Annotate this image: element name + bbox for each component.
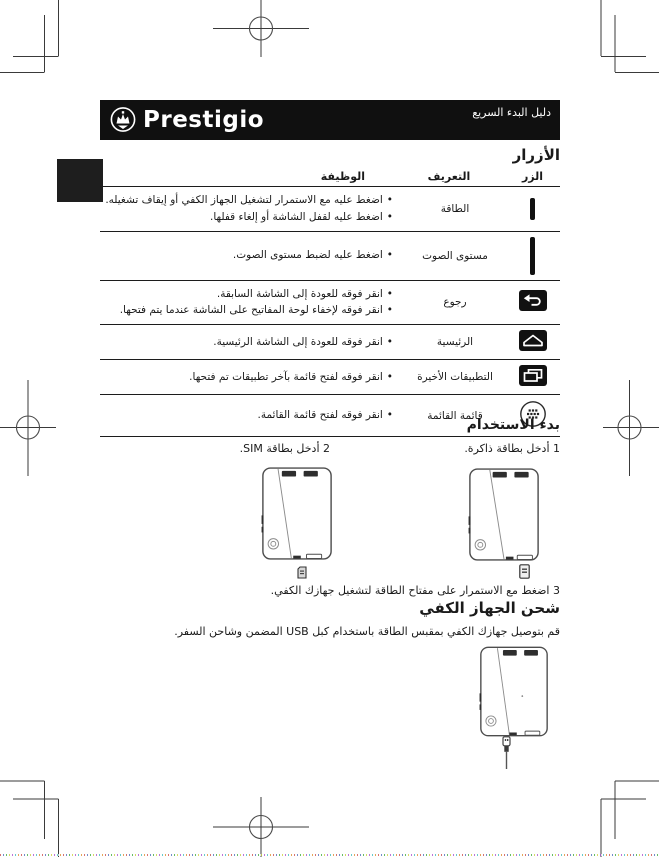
registration-mark-top [213, 0, 309, 58]
device-back-sim-illustration [261, 466, 333, 561]
home-key-icon [519, 330, 547, 351]
bullet-icon: • [386, 210, 393, 223]
step-2-caption: 2 أدخل بطاقة SIM. [239, 442, 330, 455]
bullet-icon: • [386, 194, 393, 206]
table-row-recent-apps [100, 360, 560, 395]
buttons-table-body [100, 187, 560, 437]
section-tab-mark [57, 159, 103, 202]
back-key-icon [519, 290, 547, 311]
function-item: •انقر فوقه لفتح قائمة بآخر تطبيقات تم فتحها. [189, 370, 393, 383]
table-row-back [100, 280, 560, 325]
col-header-definition: التعريف [427, 170, 471, 183]
col-header-button: الزر [521, 170, 544, 183]
crop-mark-top-left [0, 0, 80, 80]
bullet-icon: • [386, 249, 393, 262]
definition-label: التطبيقات الأخيرة [417, 371, 493, 384]
sim-card-icon [297, 566, 307, 579]
bullet-icon: • [386, 335, 393, 348]
table-row-power [100, 187, 560, 232]
table-row-home [100, 325, 560, 360]
bullet-icon: • [386, 409, 393, 422]
crop-mark-top-right [579, 0, 659, 80]
function-item: •اضغط عليه لقفل الشاشة أو إلغاء قفلها. [209, 210, 393, 223]
charging-body: قم بتوصيل جهازك الكفي بمقبس الطاقة باستخدام كبل USB المضمن وشاحن السفر. [174, 625, 560, 638]
scan-noise-strip [0, 854, 659, 856]
charging-title: شحن الجهاز الكفي [419, 599, 560, 617]
table-row-volume [100, 231, 560, 280]
crop-mark-bottom-right [579, 777, 659, 857]
registration-mark-right [601, 380, 659, 476]
function-item: •انقر فوقه لفتح قائمة القائمة. [257, 409, 393, 422]
function-item: •انقر فوقه للعودة إلى الشاشة السابقة. [216, 287, 393, 300]
power-button-icon [530, 198, 535, 220]
recent-apps-key-icon [519, 365, 547, 386]
volume-button-icon [530, 237, 535, 275]
step-1-caption: 1 أدخل بطاقة ذاكرة. [464, 442, 560, 455]
device-back-charging-illustration [479, 645, 549, 738]
crop-mark-bottom-left [0, 777, 80, 857]
function-item: •اضغط عليه لضبط مستوى الصوت. [232, 249, 393, 262]
bullet-icon: • [386, 304, 393, 317]
bullet-icon: • [386, 287, 393, 300]
buttons-table [100, 168, 560, 437]
definition-label: الطاقة [440, 202, 470, 215]
function-item: •اضغط عليه مع الاستمرار لتشغيل الجهاز الكفي أو إيقاف تشغيله. [105, 194, 393, 206]
prestigio-emblem-icon [109, 106, 137, 134]
registration-mark-bottom [213, 797, 309, 857]
step-3-text: 3 اضغط مع الاستمرار على مفتاح الطاقة لتشغيل جهازك الكفي. [270, 584, 560, 597]
definition-label: الرئيسية [436, 336, 474, 349]
table-header-row [100, 168, 560, 187]
bullet-icon: • [386, 370, 393, 383]
memory-card-icon [519, 564, 530, 579]
registration-mark-left [0, 380, 58, 476]
prestigio-logo [100, 106, 264, 134]
function-item: •انقر فوقه للعودة إلى الشاشة الرئيسية. [213, 335, 393, 348]
header-bar [100, 100, 560, 140]
buttons-section-title: الأزرار [512, 146, 560, 164]
getting-started-title: بدء الاستخدام [466, 417, 560, 433]
definition-label: مستوى الصوت [422, 249, 488, 262]
usb-cable-icon [500, 736, 513, 769]
definition-label: رجوع [443, 296, 467, 309]
function-item: •انقر فوقه لإخفاء لوحة المفاتيح على الشاشة عندما يتم فتحها. [119, 304, 393, 317]
doc-title: دليل البدء السريع [472, 106, 551, 119]
device-back-memory-card-illustration [468, 467, 540, 562]
definition-label: قائمة القائمة [427, 409, 483, 422]
col-header-function: الوظيفة [320, 170, 365, 183]
prestigio-wordmark: Prestigio [143, 106, 265, 133]
